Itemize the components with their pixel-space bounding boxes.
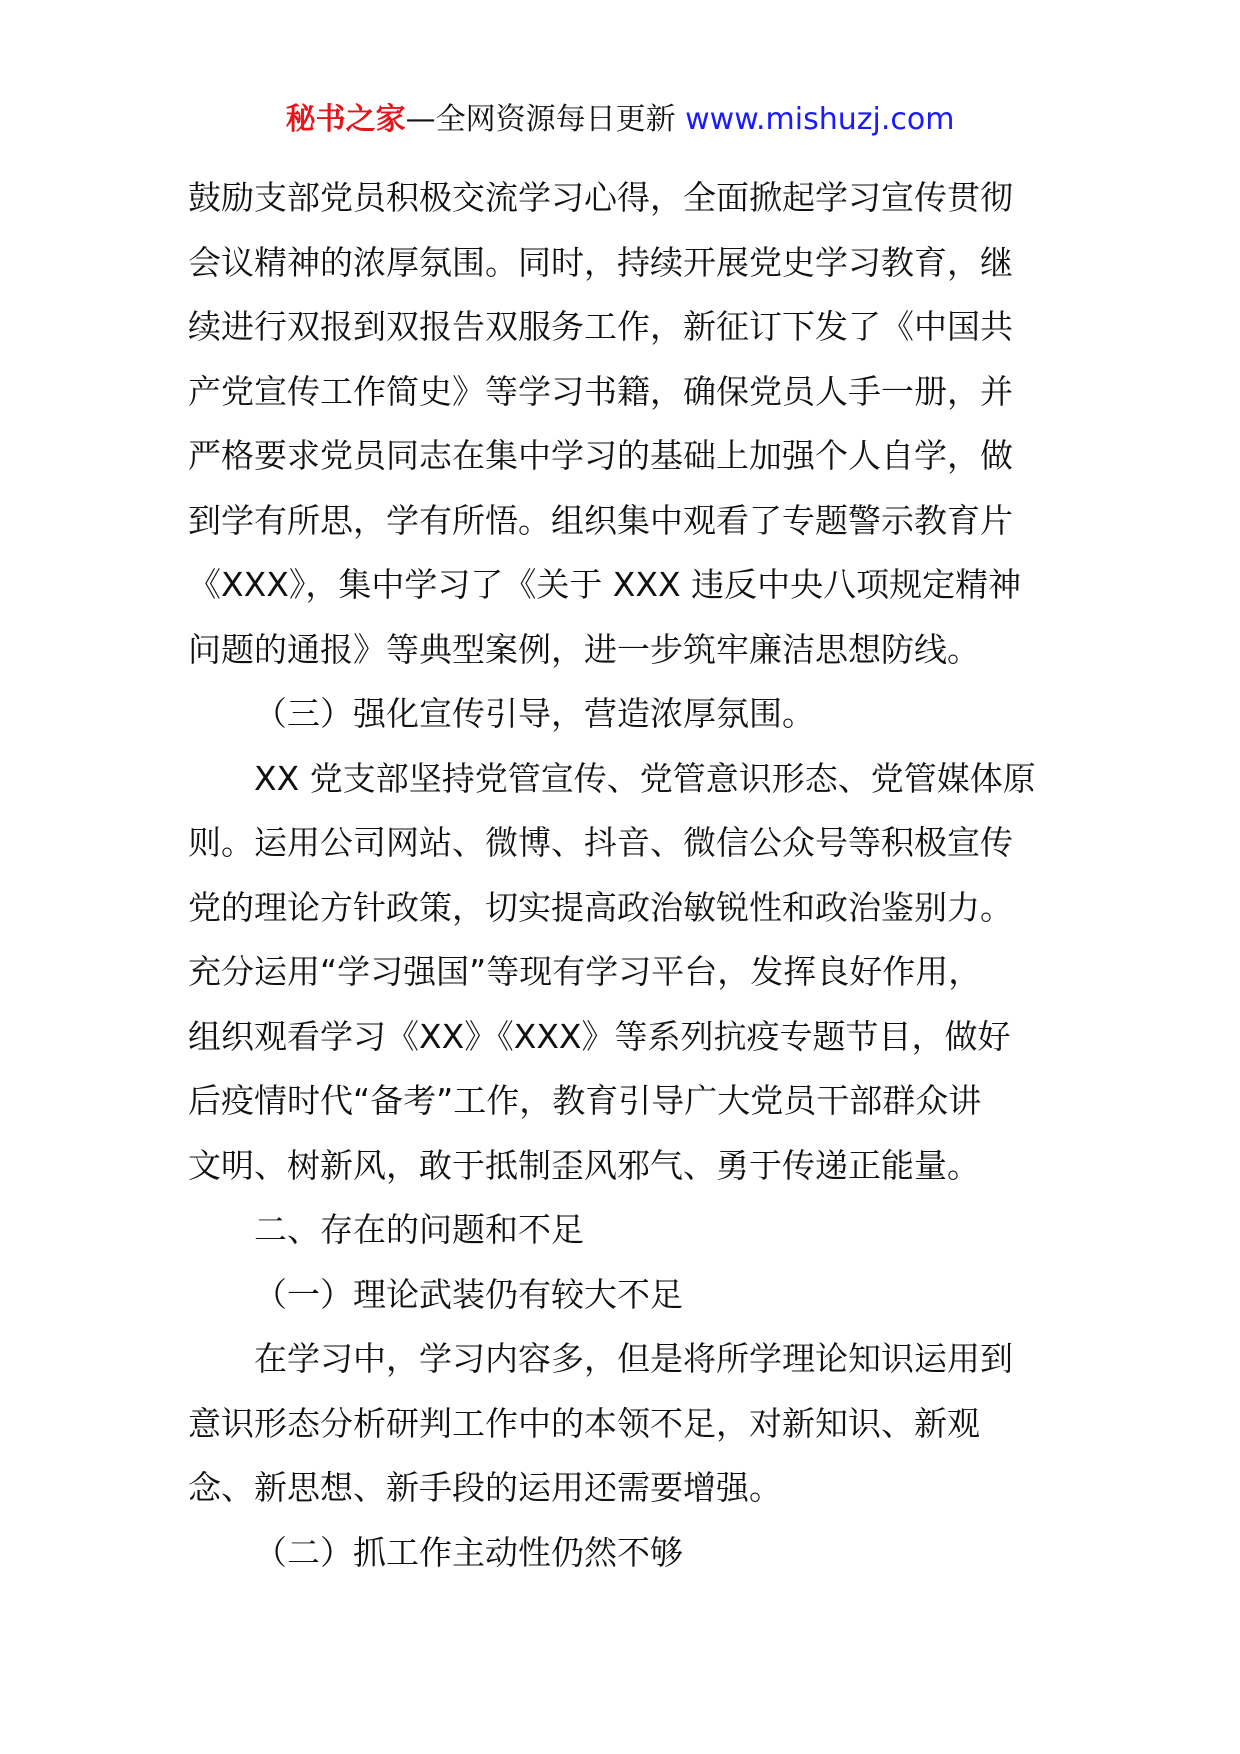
site-header [0,100,1240,140]
text-line: 念、新思想、新手段的运用还需要增强。 [188,1468,782,1507]
header-url-link[interactable]: www.mishuzj.com [685,102,955,137]
text-line: 会议精神的浓厚氛围。同时，持续开展党史学习教育，继 [188,242,1013,282]
text-line: 则。运用公司网站、微博、抖音、微信公众号等积极宣传 [188,823,1013,862]
section-heading: （三）强化宣传引导，营造浓厚氛围。 [254,694,815,733]
text-line: 《XXX》，集中学习了《关于 XXX 违反中央八项规定精神 [188,565,1022,604]
text-line: 意识形态分析研判工作中的本领不足，对新知识、新观 [188,1403,980,1443]
text-line: 到学有所思，学有所悟。组织集中观看了专题警示教育片 [188,500,1013,540]
text-line: 文明、树新风，敢于抵制歪风邪气、勇于传递正能量。 [188,1145,980,1185]
text-line: 在学习中，学习内容多，但是将所学理论知识运用到 [254,1339,1013,1378]
text-line: 严格要求党员同志在集中学习的基础上加强个人自学，做 [188,436,1013,475]
section-heading: 二、存在的问题和不足 [254,1210,584,1249]
text-line: 鼓励支部党员积极交流学习心得，全面掀起学习宣传贯彻 [188,178,1013,217]
header-tagline: —全网资源每日更新 [405,102,676,137]
text-line: 组织观看学习《XX》《XXX》等系列抗疫专题节目，做好 [188,1016,1011,1056]
text-line: XX 党支部坚持党管宣传、党管意识形态、党管媒体原 [254,758,1036,798]
text-line: 问题的通报》等典型案例，进一步筑牢廉洁思想防线。 [188,629,980,669]
section-heading: （二）抓工作主动性仍然不够 [254,1532,683,1572]
text-line: 产党宣传工作简史》等学习书籍，确保党员人手一册，并 [188,371,1013,411]
text-line: 后疫情时代“备考”工作，教育引导广大党员干部群众讲 [188,1081,982,1120]
text-line: 党的理论方针政策，切实提高政治敏锐性和政治鉴别力。 [188,887,1013,927]
text-line: 充分运用“学习强国”等现有学习平台，发挥良好作用， [188,952,982,991]
document-body [188,166,1063,1585]
section-heading: （一）理论武装仍有较大不足 [254,1274,683,1314]
text-line: 续进行双报到双报告双服务工作，新征订下发了《中国共 [188,307,1013,346]
header-brand: 秘书之家 [285,102,406,137]
